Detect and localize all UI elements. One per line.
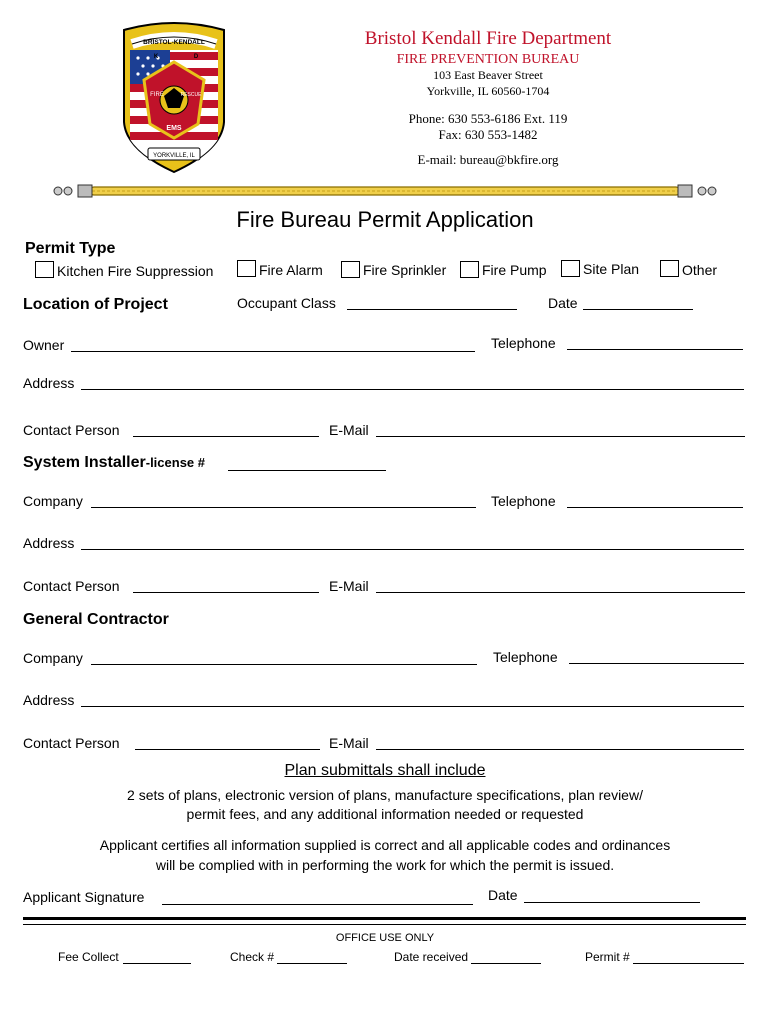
checkbox-fire-alarm[interactable] — [237, 260, 256, 277]
installer-contact-field[interactable] — [133, 592, 319, 593]
badge-right-text: RESCUE — [180, 92, 202, 98]
badge-letter-k: K — [153, 54, 159, 60]
installer-telephone-label: Telephone — [491, 493, 556, 509]
check-label: Check # — [230, 950, 275, 964]
gc-address-field[interactable] — [81, 706, 744, 707]
installer-heading: System Installer-license # — [23, 454, 205, 471]
gc-telephone-label: Telephone — [493, 649, 558, 665]
permit-number-field[interactable] — [633, 963, 744, 964]
office-use-heading: OFFICE USE ONLY — [335, 932, 435, 944]
badge-center-text: EMS — [166, 125, 182, 132]
department-badge — [118, 22, 230, 182]
signature-label: Applicant Signature — [23, 889, 145, 905]
owner-field[interactable] — [71, 351, 475, 352]
checkbox-other[interactable] — [660, 260, 679, 277]
label-site-plan: Site Plan — [583, 261, 640, 277]
label-fire-sprinkler: Fire Sprinkler — [363, 262, 447, 278]
department-name: Bristol Kendall Fire Department — [364, 28, 612, 49]
owner-address-field[interactable] — [81, 389, 744, 390]
gc-telephone-field[interactable] — [569, 663, 744, 664]
email-address: E-mail: bureau@bkfire.org — [417, 152, 559, 167]
date-received-field[interactable] — [471, 963, 541, 964]
gc-email-label: E-Mail — [329, 735, 369, 751]
checkbox-site-plan[interactable] — [561, 260, 580, 277]
hose-divider — [50, 181, 720, 201]
occupant-class-field[interactable] — [347, 309, 517, 310]
gc-address-label: Address — [23, 692, 75, 708]
street-address: 103 East Beaver Street — [433, 68, 543, 82]
checkbox-fire-pump[interactable] — [460, 261, 479, 278]
date-received-label: Date received — [394, 950, 469, 964]
signature-date-label: Date — [488, 887, 518, 903]
installer-company-label: Company — [23, 493, 83, 509]
owner-telephone-field[interactable] — [567, 349, 743, 350]
owner-address-label: Address — [23, 375, 75, 391]
gc-company-field[interactable] — [91, 664, 477, 665]
divider-thick — [23, 917, 746, 920]
signature-field[interactable] — [162, 904, 473, 905]
label-fire-pump: Fire Pump — [482, 262, 547, 278]
checkbox-kitchen-fire-suppression[interactable] — [35, 261, 54, 278]
installer-email-label: E-Mail — [329, 578, 369, 594]
form-title: Fire Bureau Permit Application — [236, 207, 534, 232]
check-field[interactable] — [277, 963, 347, 964]
plan-heading: Plan submittals shall include — [284, 762, 486, 779]
gc-company-label: Company — [23, 650, 83, 666]
cert-line-2: will be complied with in performing the work for which the permit is issued. — [155, 857, 615, 873]
owner-contact-label: Contact Person — [23, 422, 120, 438]
gc-contact-label: Contact Person — [23, 735, 120, 751]
city-address: Yorkville, IL 60560-1704 — [426, 84, 550, 98]
installer-contact-label: Contact Person — [23, 578, 120, 594]
plan-line-2: permit fees, and any additional information needed or requested — [186, 806, 584, 822]
label-other: Other — [682, 262, 718, 278]
installer-address-label: Address — [23, 535, 75, 551]
license-field[interactable] — [228, 470, 386, 471]
installer-email-field[interactable] — [376, 592, 745, 593]
signature-date-field[interactable] — [524, 902, 700, 903]
badge-top-text: BRISTOL-KENDALL — [143, 39, 205, 46]
installer-company-field[interactable] — [91, 507, 476, 508]
owner-email-field[interactable] — [376, 436, 745, 437]
occupant-class-label: Occupant Class — [237, 295, 336, 311]
fax-number: Fax: 630 553-1482 — [438, 127, 538, 142]
bureau-name: FIRE PREVENTION BUREAU — [396, 52, 580, 67]
location-date-field[interactable] — [583, 309, 693, 310]
installer-telephone-field[interactable] — [567, 507, 743, 508]
phone-number: Phone: 630 553-6186 Ext. 119 — [408, 111, 568, 126]
cert-line-1: Applicant certifies all information supplied is correct and all applicable codes and ordinances — [99, 837, 671, 853]
gc-contact-field[interactable] — [135, 749, 320, 750]
label-fire-alarm: Fire Alarm — [259, 262, 323, 278]
gc-email-field[interactable] — [376, 749, 744, 750]
label-kitchen-fire-suppression: Kitchen Fire Suppression — [57, 263, 214, 279]
permit-type-heading: Permit Type — [25, 240, 116, 257]
fee-collect-field[interactable] — [123, 963, 191, 964]
location-date-label: Date — [548, 295, 578, 311]
plan-line-1: 2 sets of plans, electronic version of plans, manufacture specifications, plan review/ — [127, 787, 643, 803]
installer-address-field[interactable] — [81, 549, 744, 550]
checkbox-fire-sprinkler[interactable] — [341, 261, 360, 278]
owner-label: Owner — [23, 337, 65, 353]
divider-thin — [23, 924, 746, 925]
badge-left-text: FIRE — [150, 92, 164, 98]
fee-collect-label: Fee Collect — [58, 950, 119, 964]
owner-telephone-label: Telephone — [491, 335, 556, 351]
owner-email-label: E-Mail — [329, 422, 369, 438]
badge-bottom-text: YORKVILLE, IL — [153, 153, 195, 159]
location-heading: Location of Project — [23, 296, 168, 313]
permit-number-label: Permit # — [585, 950, 630, 964]
owner-contact-field[interactable] — [133, 436, 319, 437]
gc-heading: General Contractor — [23, 611, 169, 628]
license-label: -license # — [145, 455, 205, 470]
badge-letter-d: D — [193, 54, 199, 60]
